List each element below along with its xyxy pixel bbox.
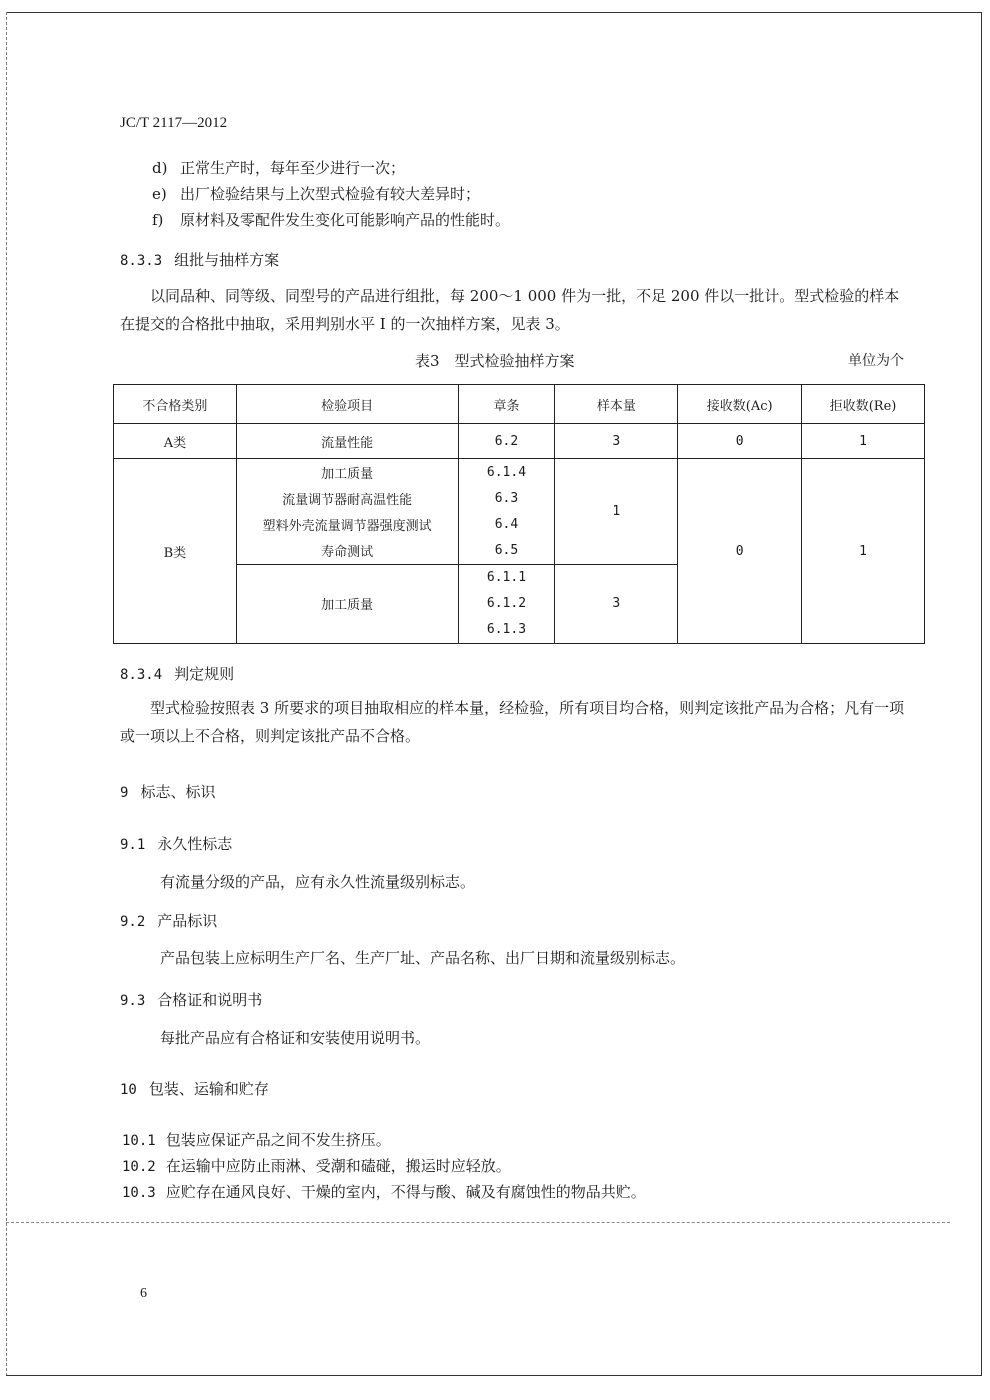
item-cell: 加工质量 [236,459,458,486]
standard-number: JC/T 2117—2012 [120,115,228,131]
header-cell: 不合格类别 [114,385,237,424]
section-number: 9.1 [120,837,146,853]
list-item-label: d) [152,159,168,177]
clause-10-1 [122,1129,391,1150]
sampling-plan-table [113,384,925,644]
section-number: 8.3.4 [120,667,163,683]
header-cell: 章条 [458,385,555,424]
category-cell: A类 [114,424,237,459]
header-cell: 检验项目 [236,385,458,424]
sample-cell: 1 [555,459,678,564]
item-cell: 寿命测试 [236,538,458,565]
clause-cell: 6.1.2 [458,591,555,617]
list-item [152,183,480,204]
list-item-text: 原材料及零配件发生变化可能影响产品的性能时。 [180,211,511,229]
clause-text: 包装应保证产品之间不发生挤压。 [165,1131,391,1149]
clause-cell: 6.1.4 [458,459,555,486]
re-cell: 1 [802,459,925,644]
list-item [152,209,510,230]
section-body-9-2: 产品包装上应标明生产厂名、生产厂址、产品名称、出厂日期和流量级别标志。 [160,949,686,967]
section-heading-10 [120,1078,269,1099]
clause-number: 10.2 [122,1159,156,1175]
clause-text: 应贮存在通风良好、干燥的室内，不得与酸、碱及有腐蚀性的物品共贮。 [165,1183,646,1201]
section-body-8-3-4: 型式检验按照表 3 所要求的项目抽取相应的样本量，经检验，所有项目均合格，则判定该批产品为合格；凡有一项或一项以上不合格，则判定该批产品不合格。 [120,699,905,745]
item-cell: 加工质量 [236,564,458,643]
clause-cell: 6.5 [458,538,555,565]
section-number: 9.3 [120,993,146,1009]
item-cell: 流量性能 [236,424,458,459]
section-title: 包装、运输和贮存 [148,1080,269,1098]
table-row-class-a [114,424,925,459]
clause-10-3 [122,1181,646,1202]
section-title: 判定规则 [174,665,235,683]
section-heading-9-3 [120,989,262,1010]
table-caption: 表3 型式检验抽样方案 [415,352,575,370]
clause-number: 10.1 [122,1133,156,1149]
section-heading-9 [120,781,215,802]
clause-cell: 6.1.1 [458,564,555,591]
section-body-8-3-3: 以同品种、同等级、同型号的产品进行组批，每 200～1 000 件为一批，不足 200 件以一批计。型式检验的样本在提交的合格批中抽取，采用判别水平 I 的一次抽样方案，见表 3。 [120,287,900,333]
clause-cell: 6.1.3 [458,617,555,644]
page-frame-top [6,12,982,13]
footer-rule [6,1222,950,1223]
section-number: 9 [120,785,129,801]
category-cell: B类 [114,459,237,644]
re-cell: 1 [802,424,925,459]
list-item-text: 出厂检验结果与上次型式检验有较大差异时； [180,185,481,203]
page-frame-bottom [6,1375,982,1376]
header-cell: 接收数(Ac) [678,385,802,424]
table-unit: 单位为个 [848,353,904,369]
section-number: 10 [120,1082,137,1098]
section-heading-9-2 [120,910,217,931]
item-cell: 塑料外壳流量调节器强度测试 [236,511,458,537]
list-item-label: e) [152,185,167,203]
table-row [114,459,925,486]
ac-cell: 0 [678,459,802,644]
header-cell: 样本量 [555,385,678,424]
sample-cell: 3 [555,564,678,643]
section-title: 产品标识 [157,912,218,930]
section-number: 8.3.3 [120,253,163,269]
section-body-9-3: 每批产品应有合格证和安装使用说明书。 [160,1029,431,1047]
page-frame-right [981,12,982,1376]
clause-cell: 6.3 [458,485,555,511]
list-item-label: f) [152,211,164,229]
page-frame-left [6,12,7,1376]
table-header-row [114,385,925,424]
section-body-9-1: 有流量分级的产品，应有永久性流量级别标志。 [160,873,476,891]
sample-cell: 3 [555,424,678,459]
item-cell: 流量调节器耐高温性能 [236,485,458,511]
clause-text: 在运输中应防止雨淋、受潮和磕碰，搬运时应轻放。 [165,1157,511,1175]
section-title: 永久性标志 [157,835,233,853]
section-heading-8-3-4 [120,663,234,684]
section-heading-9-1 [120,833,232,854]
section-number: 9.2 [120,914,146,930]
section-title: 合格证和说明书 [157,991,263,1009]
list-item-text: 正常生产时，每年至少进行一次； [180,159,406,177]
list-item [152,157,405,178]
header-cell: 拒收数(Re) [802,385,925,424]
clause-number: 10.3 [122,1185,156,1201]
clause-cell: 6.2 [458,424,555,459]
page-number: 6 [140,1286,147,1301]
ac-cell: 0 [678,424,802,459]
section-title: 组批与抽样方案 [174,251,280,269]
section-heading-8-3-3 [120,249,279,270]
clause-10-2 [122,1155,511,1176]
clause-cell: 6.4 [458,511,555,537]
section-title: 标志、标识 [140,783,216,801]
